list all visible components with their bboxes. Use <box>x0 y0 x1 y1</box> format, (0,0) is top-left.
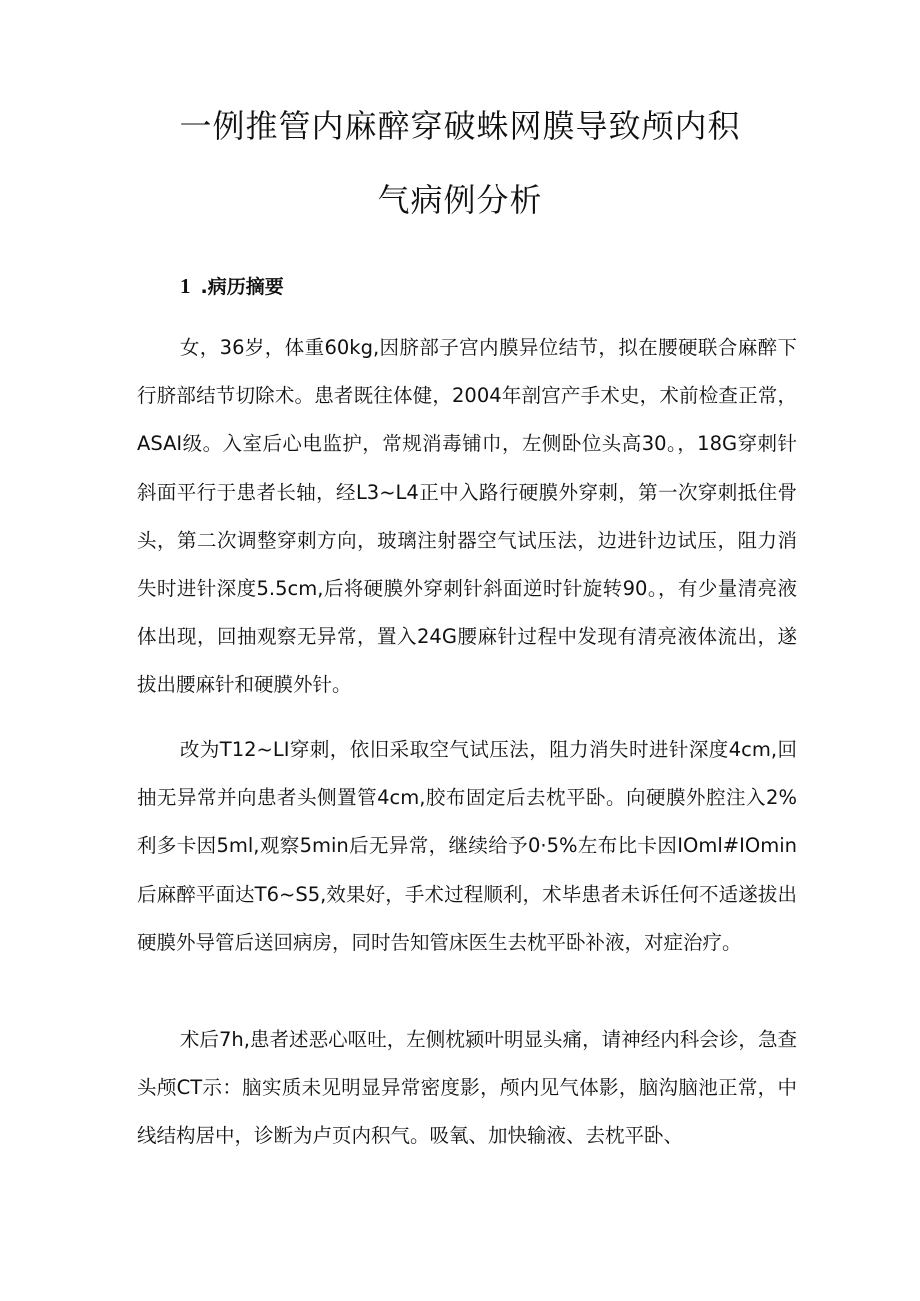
paragraph-1: 女，36岁，体重60kg,因脐部子宫内膜异位结节，拟在腰硬联合麻醉下行脐部结节切除术。患者既往体健，2004年剖宫产手术史，术前检查正常，ASAI级。入室后心电监护，常规消毒铺巾，左侧卧位头高30。，18G穿刺针斜面平行于患者长轴，经L3~L4正中入路行硬膜外穿刺，第一次穿刺抵住骨头，第二次调整穿刺方向，玻璃注射器空气试压法，边进针边试压，阻力消失时进针深度5.5cm,后将硬膜外穿刺针斜面逆时针旋转90。，有少量清亮液体出现，回抽观察无异常，置入24G腰麻针过程中发现有清亮液体流出，遂拔出腰麻针和硬膜外针。 <box>137 336 797 697</box>
section-number: 1 <box>180 274 191 298</box>
paragraph-2: 改为T12~LI穿刺，依旧采取空气试压法，阻力消失时进针深度4cm,回抽无异常并向患者头侧置管4cm,胶布固定后去枕平卧。向硬膜外腔注入2%利多卡因5ml,观察5min后无异常，继续给予0·5%左布比卡因IOml#IOmin后麻醉平面达T6~S5,效果好，手术过程顺利，术毕患者未诉任何不适遂拔出硬膜外导管后送回病房，同时告知管床医生去枕平卧补液，对症治疗。 <box>137 738 797 954</box>
paragraph-3: 术后7h,患者述恶心呕吐，左侧枕颍叶明显头痛，请神经内科会诊，急查头颅CT示：脑实质未见明显异常密度影，颅内见气体影，脑沟脑池正常，中线结构居中，诊断为卢页内积气。吸氧、加快输液、去枕平卧、 <box>137 1028 797 1148</box>
section-heading <box>180 272 284 301</box>
document-title-line-1: 一例推管内麻醉穿破蛛网膜导致颅内积 <box>179 107 741 145</box>
document-title-line-2: 气病例分析 <box>377 181 543 219</box>
section-title: .病历摘要 <box>200 276 284 298</box>
